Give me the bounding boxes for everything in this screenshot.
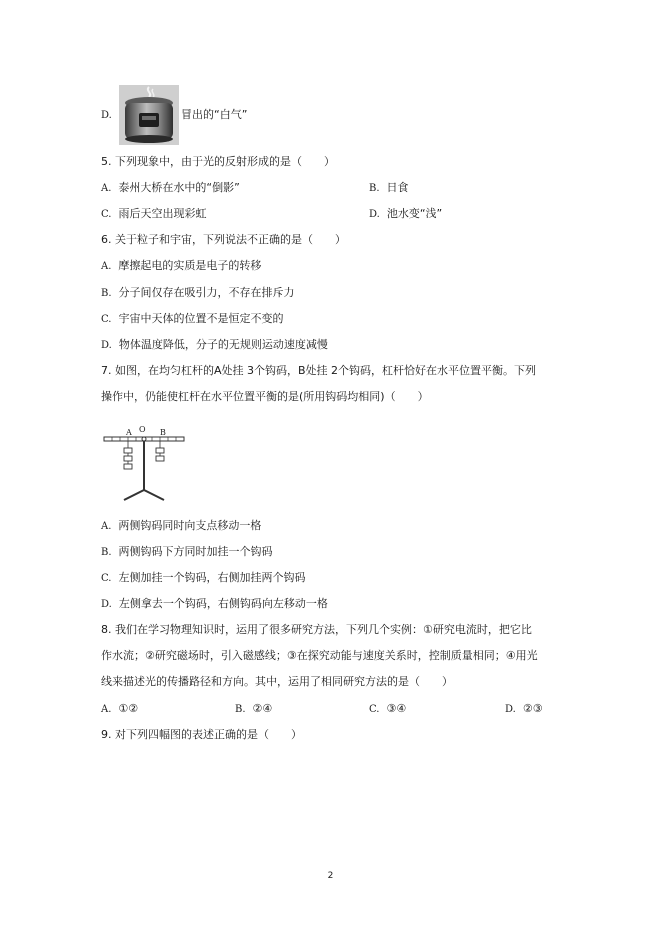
q6-option-b[interactable]: B. 分子间仅存在吸引力，不存在排斥力 [101, 286, 295, 299]
rice-cooker-image [119, 85, 179, 145]
lever-label-b: B [160, 428, 166, 437]
q7-option-d[interactable]: D. 左侧拿去一个钩码，右侧钩码向左移动一格 [101, 597, 328, 610]
right-weights [156, 441, 164, 461]
page-number: 2 [327, 871, 334, 881]
q7-option-b[interactable]: B. 两侧钩码下方同时加挂一个钩码 [101, 545, 273, 558]
q5-option-a[interactable]: A. 泰州大桥在水中的“倒影” [101, 181, 240, 194]
question-8-stem-line-2: 作水流；②研究磁场时，引入磁感线；③在探究动能与速度关系时，控制质量相同；④用光 [101, 649, 538, 662]
question-8-stem-line-1: 8. 我们在学习物理知识时，运用了很多研究方法，下列几个实例：①研究电流时，把它比 [101, 623, 532, 636]
question-7-stem-line-1: 7. 如图，在均匀杠杆的A处挂 3个钩码，B处挂 2个钩码，杠杆恰好在水平位置平衡。下列 [101, 364, 537, 377]
q6-option-d[interactable]: D. 物体温度降低，分子的无规则运动速度减慢 [101, 338, 328, 351]
question-6-stem: 6. 关于粒子和宇宙，下列说法不正确的是（ ） [101, 233, 346, 246]
q5-option-b[interactable]: B. 日食 [369, 181, 409, 194]
q4-option-d-text: 冒出的“白气” [181, 108, 248, 121]
question-9-stem: 9. 对下列四幅图的表述正确的是（ ） [101, 728, 302, 741]
q8-option-d[interactable]: D. ②③ [505, 702, 543, 715]
q7-option-a[interactable]: A. 两侧钩码同时向支点移动一格 [101, 519, 262, 532]
q6-option-a[interactable]: A. 摩擦起电的实质是电子的转移 [101, 259, 262, 272]
left-weights [124, 441, 132, 469]
lever-stand-base [124, 490, 164, 500]
lever-pivot [142, 437, 146, 441]
q7-option-c[interactable]: C. 左侧加挂一个钩码，右侧加挂两个钩码 [101, 571, 306, 584]
q5-option-d[interactable]: D. 池水变“浅” [369, 207, 443, 220]
lever-label-o: O [139, 425, 146, 434]
question-8-stem-line-3: 线来描述光的传播路径和方向。其中，运用了相同研究方法的是（ ） [101, 675, 453, 688]
q5-option-c[interactable]: C. 雨后天空出现彩虹 [101, 207, 207, 220]
lever-diagram [100, 422, 192, 504]
lever-label-a: A [126, 428, 132, 437]
q4-option-d-label: D. [101, 110, 112, 121]
question-7-stem-line-2: 操作中，仍能使杠杆在水平位置平衡的是(所用钩码均相同)（ ） [101, 390, 429, 403]
q6-option-c[interactable]: C. 宇宙中天体的位置不是恒定不变的 [101, 312, 284, 325]
question-5-stem: 5. 下列现象中，由于光的反射形成的是（ ） [101, 155, 335, 168]
q8-option-a[interactable]: A. ①② [101, 702, 139, 715]
q8-option-c[interactable]: C. ③④ [369, 702, 407, 715]
q8-option-b[interactable]: B. ②④ [235, 702, 273, 715]
